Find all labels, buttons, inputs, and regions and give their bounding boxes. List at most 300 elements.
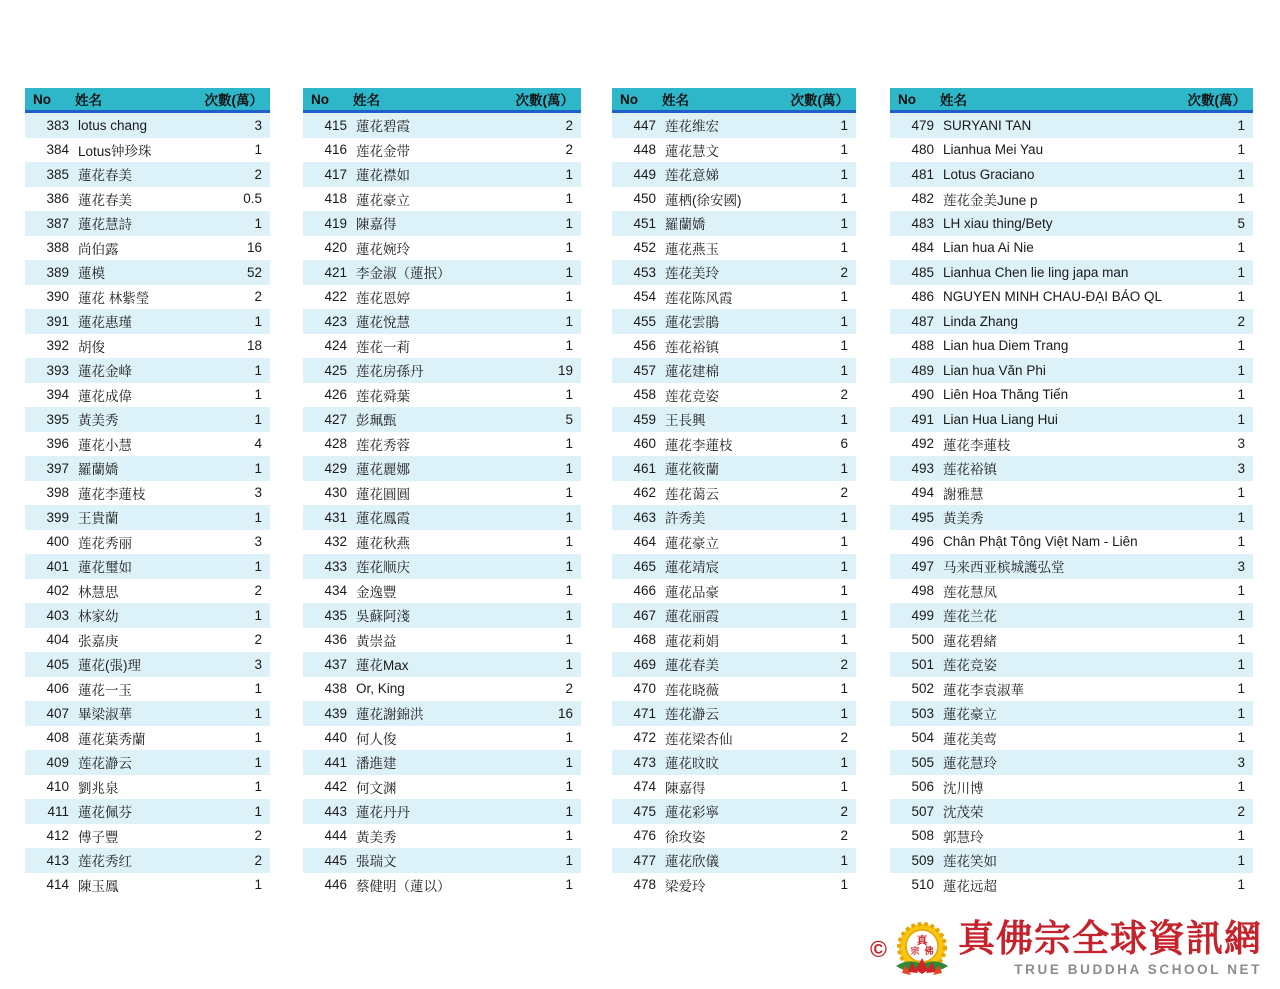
cell-count: 1 [1237, 338, 1245, 354]
cell-no: 395 [46, 411, 69, 427]
cell-count: 1 [565, 803, 573, 819]
cell-name: 莲花顺庆 [356, 560, 410, 576]
cell-name: 林慧思 [78, 584, 119, 600]
cell-no: 413 [46, 852, 69, 868]
cell-name: 陳玉鳳 [78, 878, 119, 894]
table-row [25, 309, 270, 334]
table-row [25, 456, 270, 481]
table-row [612, 775, 856, 800]
cell-name: 王貴蘭 [78, 511, 119, 527]
table-row [25, 579, 270, 604]
cell-count: 1 [840, 117, 848, 133]
table-row [303, 750, 581, 775]
table-row [612, 113, 856, 138]
table-row [890, 113, 1253, 138]
cell-name: 蓮花一玉 [78, 682, 132, 698]
cell-no: 498 [911, 583, 934, 599]
cell-name: 蓮花碧霞 [356, 119, 410, 135]
cell-count: 1 [254, 607, 262, 623]
table-row [303, 554, 581, 579]
cell-no: 406 [46, 681, 69, 697]
table-row [612, 260, 856, 285]
table-row [890, 309, 1253, 334]
cell-name: 莲花竞姿 [665, 388, 719, 404]
table-row [25, 750, 270, 775]
cell-count: 1 [840, 558, 848, 574]
cell-count: 1 [840, 681, 848, 697]
cell-count: 1 [565, 289, 573, 305]
table-row [890, 750, 1253, 775]
cell-name: 徐玫姿 [665, 829, 706, 845]
cell-name: 张嘉庚 [78, 633, 119, 649]
cell-no: 473 [633, 754, 656, 770]
table-body [303, 113, 581, 897]
cell-name: 蓮花彩寧 [665, 805, 719, 821]
cell-name: Linda Zhang [943, 313, 1019, 329]
cell-no: 394 [46, 387, 69, 403]
cell-name: Or, King [356, 681, 405, 697]
table-row [25, 726, 270, 751]
table-row [25, 432, 270, 457]
col-header-no: No [898, 91, 916, 107]
cell-count: 2 [254, 166, 262, 182]
cell-no: 393 [46, 362, 69, 378]
cell-name: 蓮花远超 [943, 878, 997, 894]
cell-no: 478 [633, 877, 656, 893]
cell-count: 2 [840, 656, 848, 672]
cell-count: 1 [254, 803, 262, 819]
table-row [612, 579, 856, 604]
cell-no: 450 [633, 191, 656, 207]
table-row [890, 848, 1253, 873]
cell-count: 1 [254, 509, 262, 525]
col-header-no: No [311, 91, 329, 107]
cell-no: 472 [633, 730, 656, 746]
cell-count: 1 [840, 754, 848, 770]
cell-no: 480 [911, 142, 934, 158]
cell-count: 1 [565, 779, 573, 795]
table-row [25, 383, 270, 408]
table-row [890, 407, 1253, 432]
cell-count: 1 [1237, 485, 1245, 501]
cell-count: 1 [1237, 534, 1245, 550]
cell-no: 434 [324, 583, 347, 599]
table-row [303, 579, 581, 604]
cell-name: Lian hua Ai Nie [943, 240, 1034, 256]
cell-count: 1 [1237, 509, 1245, 525]
cell-count: 1 [1237, 387, 1245, 403]
cell-count: 2 [565, 681, 573, 697]
cell-name: NGUYEN MINH CHAU-ĐẠI BẢO QL [943, 289, 1163, 305]
cell-count: 0.5 [243, 191, 262, 207]
table-row [612, 652, 856, 677]
cell-no: 503 [911, 705, 934, 721]
cell-name: 黃美秀 [78, 413, 119, 429]
cell-count: 1 [565, 754, 573, 770]
cell-name: 彭珮甄 [356, 413, 397, 429]
cell-count: 1 [840, 215, 848, 231]
col-header-name: 姓名 [353, 93, 380, 108]
cell-no: 471 [633, 705, 656, 721]
cell-count: 1 [1237, 264, 1245, 280]
table-row [303, 358, 581, 383]
cell-count: 1 [1237, 730, 1245, 746]
cell-no: 418 [324, 191, 347, 207]
cell-no: 508 [911, 828, 934, 844]
cell-count: 1 [1237, 705, 1245, 721]
cell-no: 390 [46, 289, 69, 305]
cell-count: 1 [1237, 779, 1245, 795]
cell-no: 484 [911, 240, 934, 256]
cell-name: 黃崇益 [356, 633, 397, 649]
cell-name: 莲花瀞云 [665, 707, 719, 723]
table-row [25, 848, 270, 873]
cell-count: 1 [565, 607, 573, 623]
cell-name: 莲花秀红 [78, 854, 132, 870]
cell-no: 453 [633, 264, 656, 280]
table-row [25, 824, 270, 849]
table-row [612, 603, 856, 628]
cell-name: 蓮栖(徐安國) [665, 192, 742, 208]
cell-count: 1 [254, 730, 262, 746]
cell-no: 474 [633, 779, 656, 795]
table-row [612, 677, 856, 702]
cell-count: 2 [254, 828, 262, 844]
table-row [303, 334, 581, 359]
cell-no: 510 [911, 877, 934, 893]
cell-name: 莲花维宏 [665, 119, 719, 135]
cell-name: Lianhua Mei Yau [943, 142, 1044, 158]
cell-count: 1 [1237, 289, 1245, 305]
cell-count: 1 [840, 240, 848, 256]
table-row [890, 383, 1253, 408]
cell-no: 411 [47, 803, 69, 819]
cell-name: 蓮花慧玲 [943, 756, 997, 772]
cell-name: 蓮花筱蘭 [665, 462, 719, 478]
cell-name: 莲花瀞云 [78, 756, 132, 772]
cell-count: 2 [254, 289, 262, 305]
col-header-count: 次數(萬） [515, 93, 574, 108]
cell-no: 399 [46, 509, 69, 525]
table-row [890, 138, 1253, 163]
cell-name: 蓮花丽霞 [665, 609, 719, 625]
cell-count: 1 [1237, 583, 1245, 599]
table-row [25, 211, 270, 236]
cell-no: 475 [633, 803, 656, 819]
cell-name: 蓮花襟如 [356, 168, 410, 184]
cell-count: 3 [254, 117, 262, 133]
cell-count: 4 [254, 436, 262, 452]
cell-no: 491 [911, 411, 934, 427]
cell-name: 王長興 [665, 413, 706, 429]
cell-count: 1 [254, 411, 262, 427]
table-row [612, 530, 856, 555]
logo-title-english: TRUE BUDDHA SCHOOL NET [1014, 961, 1262, 977]
table-row [612, 873, 856, 898]
table-row [303, 456, 581, 481]
cell-no: 445 [324, 852, 347, 868]
cell-name: lotus chang [78, 117, 148, 133]
cell-no: 502 [911, 681, 934, 697]
cell-count: 1 [840, 607, 848, 623]
cell-count: 1 [1237, 411, 1245, 427]
table-row [25, 652, 270, 677]
cell-count: 1 [565, 264, 573, 280]
cell-count: 1 [565, 166, 573, 182]
table-row [25, 628, 270, 653]
cell-name: 梁爱玲 [665, 878, 706, 894]
cell-count: 2 [565, 117, 573, 133]
cell-name: 蓮花春美 [665, 658, 719, 674]
cell-count: 1 [840, 705, 848, 721]
cell-name: 許秀美 [665, 511, 706, 527]
table-row [890, 799, 1253, 824]
table-row [303, 701, 581, 726]
cell-count: 1 [1237, 607, 1245, 623]
cell-no: 383 [46, 117, 69, 133]
cell-count: 1 [1237, 877, 1245, 893]
table-row [303, 162, 581, 187]
cell-count: 16 [557, 705, 573, 721]
cell-name: 莲花笑如 [943, 854, 997, 870]
cell-no: 391 [46, 313, 69, 329]
table-row [890, 260, 1253, 285]
table-row [612, 236, 856, 261]
cell-count: 52 [246, 264, 262, 280]
cell-count: 1 [565, 240, 573, 256]
table-row [612, 848, 856, 873]
cell-name: 蓮花莉娟 [665, 633, 719, 649]
cell-no: 433 [324, 558, 347, 574]
cell-no: 442 [324, 779, 347, 795]
cell-name: 沈川博 [943, 780, 984, 796]
cell-count: 1 [254, 142, 262, 158]
cell-no: 504 [911, 730, 934, 746]
cell-no: 451 [633, 215, 656, 231]
cell-name: 莲花兰花 [943, 609, 997, 625]
col-header-count: 次數(萬） [790, 93, 849, 108]
table-row [303, 603, 581, 628]
table-row [25, 873, 270, 898]
cell-count: 1 [1237, 852, 1245, 868]
cell-name: 莲花秀蓉 [356, 437, 410, 453]
table-row [303, 309, 581, 334]
cell-no: 389 [46, 264, 69, 280]
cell-count: 1 [254, 362, 262, 378]
cell-name: 蓮花靖宸 [665, 560, 719, 576]
table-header [890, 88, 1253, 113]
table-row [303, 211, 581, 236]
cell-count: 1 [254, 705, 262, 721]
table-row [890, 432, 1253, 457]
cell-name: 蓮花雲鵑 [665, 315, 719, 331]
cell-name: 黃美秀 [356, 829, 397, 845]
cell-no: 449 [633, 166, 656, 182]
cell-count: 2 [1237, 803, 1245, 819]
cell-count: 6 [840, 436, 848, 452]
cell-no: 490 [911, 387, 934, 403]
cell-name: Lian hua Diem Trang [943, 338, 1069, 354]
cell-count: 1 [254, 460, 262, 476]
table-row [303, 628, 581, 653]
cell-no: 460 [633, 436, 656, 452]
cell-name: 何人俊 [356, 731, 397, 747]
cell-no: 488 [911, 338, 934, 354]
cell-count: 18 [246, 338, 262, 354]
cell-count: 1 [1237, 142, 1245, 158]
cell-name: 尚伯露 [78, 241, 119, 257]
roster-table-4 [890, 88, 1253, 897]
cell-name: 蓮花春美 [78, 168, 132, 184]
cell-no: 447 [633, 117, 656, 133]
table-row [25, 236, 270, 261]
cell-count: 1 [1237, 656, 1245, 672]
cell-name: 蓮花李蓮枝 [665, 437, 733, 453]
cell-no: 479 [911, 117, 934, 133]
table-row [612, 407, 856, 432]
cell-no: 459 [633, 411, 656, 427]
cell-no: 398 [46, 485, 69, 501]
table-row [890, 677, 1253, 702]
cell-no: 464 [633, 534, 656, 550]
cell-name: 郭慧玲 [943, 829, 984, 845]
table-row [890, 873, 1253, 898]
cell-no: 482 [911, 191, 934, 207]
cell-count: 1 [840, 877, 848, 893]
svg-text:真: 真 [916, 935, 928, 947]
table-row [612, 187, 856, 212]
table-row [25, 162, 270, 187]
table-row [25, 603, 270, 628]
cell-no: 485 [911, 264, 934, 280]
cell-count: 1 [1237, 117, 1245, 133]
cell-no: 384 [46, 142, 69, 158]
table-row [890, 285, 1253, 310]
cell-no: 436 [324, 632, 347, 648]
table-row [303, 824, 581, 849]
table-row [25, 554, 270, 579]
table-row [890, 530, 1253, 555]
cell-count: 1 [254, 558, 262, 574]
cell-no: 437 [324, 656, 347, 672]
cell-no: 495 [911, 509, 934, 525]
cell-count: 2 [840, 828, 848, 844]
cell-name: 謝雅慧 [943, 486, 984, 502]
cell-no: 494 [911, 485, 934, 501]
cell-no: 441 [324, 754, 347, 770]
cell-name: 莲花蔼云 [665, 486, 719, 502]
cell-count: 1 [1237, 166, 1245, 182]
cell-count: 5 [1237, 215, 1245, 231]
cell-no: 500 [911, 632, 934, 648]
cell-count: 1 [565, 436, 573, 452]
table-row [25, 113, 270, 138]
svg-text:佛: 佛 [924, 946, 934, 956]
cell-count: 1 [565, 558, 573, 574]
cell-no: 401 [46, 558, 69, 574]
cell-name: 李金淑（蓮抿） [356, 266, 451, 282]
table-row [890, 358, 1253, 383]
cell-no: 507 [911, 803, 934, 819]
cell-name: 蓮花(張)理 [78, 658, 141, 674]
cell-no: 421 [324, 264, 347, 280]
cell-no: 408 [46, 730, 69, 746]
cell-name: 吳蘇阿淺 [356, 609, 410, 625]
table-row [25, 505, 270, 530]
cell-count: 1 [840, 852, 848, 868]
cell-no: 486 [911, 289, 934, 305]
cell-name: 蓮花惠瑾 [78, 315, 132, 331]
cell-no: 501 [911, 656, 934, 672]
cell-no: 477 [633, 852, 656, 868]
col-header-no: No [620, 91, 638, 107]
cell-name: 马来西亚槟城護弘堂 [943, 560, 1065, 576]
cell-no: 454 [633, 289, 656, 305]
cell-count: 3 [254, 656, 262, 672]
lotus-emblem-icon [892, 920, 952, 982]
table-row [303, 260, 581, 285]
cell-name: Liên Hoa Thăng Tiến [943, 387, 1069, 403]
cell-no: 448 [633, 142, 656, 158]
cell-count: 1 [254, 681, 262, 697]
col-header-name: 姓名 [940, 93, 967, 108]
cell-count: 2 [840, 485, 848, 501]
cell-name: Lian hua Văn Phi [943, 362, 1046, 378]
cell-count: 2 [840, 803, 848, 819]
table-row [25, 138, 270, 163]
table-row [612, 432, 856, 457]
cell-name: Lotus Graciano [943, 166, 1035, 182]
table-body [612, 113, 856, 897]
cell-name: 蓮花李袁淑華 [943, 682, 1024, 698]
cell-name: 蓮花建棉 [665, 364, 719, 380]
cell-name: 蓮花秋燕 [356, 535, 410, 551]
cell-count: 1 [840, 632, 848, 648]
cell-count: 1 [565, 313, 573, 329]
cell-no: 387 [46, 215, 69, 231]
cell-name: 傅子豐 [78, 829, 119, 845]
cell-count: 3 [254, 485, 262, 501]
cell-name: 蓮花品豪 [665, 584, 719, 600]
table-row [25, 285, 270, 310]
roster-table-1 [25, 88, 270, 897]
cell-name: Lian Hua Liang Hui [943, 411, 1058, 427]
table-row [303, 138, 581, 163]
table-row [303, 775, 581, 800]
table-row [612, 701, 856, 726]
cell-no: 452 [633, 240, 656, 256]
cell-no: 496 [911, 534, 934, 550]
table-row [890, 554, 1253, 579]
cell-name: 蓮模 [78, 266, 105, 282]
cell-no: 397 [46, 460, 69, 476]
cell-no: 458 [633, 387, 656, 403]
cell-name: 蓮花春美 [78, 192, 132, 208]
cell-count: 1 [1237, 632, 1245, 648]
cell-count: 1 [565, 509, 573, 525]
cell-count: 2 [840, 387, 848, 403]
table-row [303, 652, 581, 677]
cell-count: 1 [565, 877, 573, 893]
cell-count: 16 [246, 240, 262, 256]
table-row [890, 824, 1253, 849]
table-row [890, 236, 1253, 261]
svg-text:宗: 宗 [910, 946, 920, 956]
cell-no: 424 [324, 338, 347, 354]
col-header-no: No [33, 91, 51, 107]
cell-no: 414 [46, 877, 69, 893]
cell-count: 1 [840, 289, 848, 305]
